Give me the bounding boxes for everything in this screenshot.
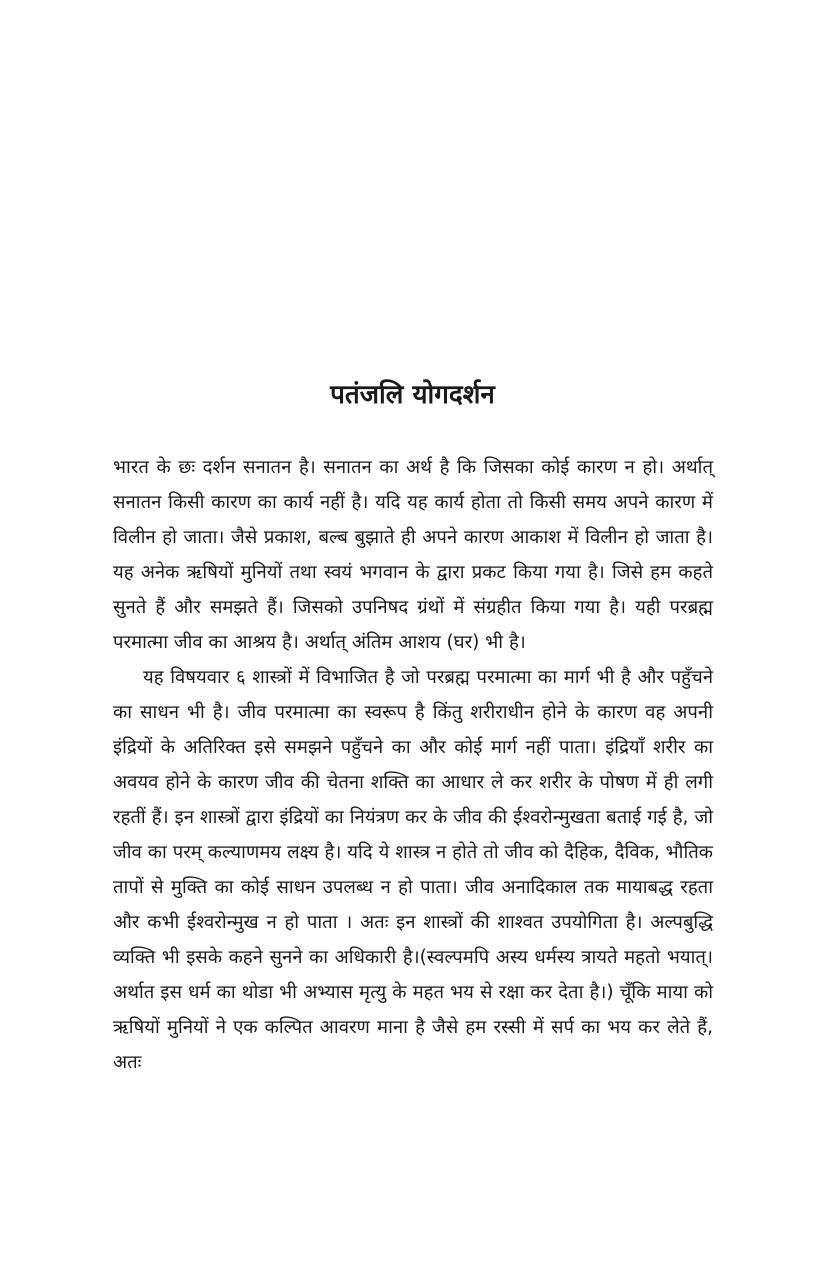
page-title: पतंजलि योगदर्शन	[330, 380, 495, 410]
paragraph-intro: भारत के छः दर्शन सनातन है। सनातन का अर्थ है कि जिसका कोई कारण न हो। अर्थात् सनातन किसी कारण का कार्य नहीं है। यदि यह कार्य होता तो किसी समय अपने कारण में विलीन हो जाता। जैसे प्रकाश, बल्ब बुझाते ही अपने कारण आकाश में विलीन हो जाता है। यह अनेक ऋषियों मुनियों तथा स्वयं भगवान के द्वारा प्रकट किया गया है। जिसे हम कहते सुनते हैं और समझते हैं। जिसको उपनिषद ग्रंथों में संग्रहीत किया गया है। यही परब्रह्म परमात्मा जीव का आश्रय है। अर्थात् अंतिम आशय (घर) भी है।	[113, 457, 713, 653]
body-text	[113, 450, 713, 1080]
paragraph-shastras: यह विषयवार ६ शास्त्रों में विभाजित है जो परब्रह्म परमात्मा का मार्ग भी है और पहुँचने का साधन भी है। जीव परमात्मा का स्वरूप है किंतु शरीराधीन होने के कारण वह अपनी इंद्रियों के अतिरिक्त इसे समझने पहुँचने का और कोई मार्ग नहीं पाता। इंद्रियाँ शरीर का अवयव होने के कारण जीव की चेतना शक्ति का आधार ले कर शरीर के पोषण में ही लगी रहतीं हैं। इन शास्त्रों द्वारा इंद्रियों का नियंत्रण कर के जीव की ईश्वरोन्मुखता बताई गई है, जो जीव का परम् कल्याणमय लक्ष्य है। यदि ये शास्त्र न होते तो जीव को दैहिक, दैविक, भौतिक तापों से मुक्ति का कोई साधन उपलब्ध न हो पाता। जीव अनादिकाल तक मायाबद्ध रहता और कभी ईश्वरोन्मुख न हो पाता । अतः इन शास्त्रों की शाश्वत उपयोगिता है। अल्पबुद्धि व्यक्ति भी इसके कहने सुनने का अधिकारी है।(स्वल्पमपि अस्य धर्मस्य त्रायते महतो भयात्।अर्थात इस धर्म का थोडा भी अभ्यास मृत्यु के महत भय से रक्षा कर देता है।) चूँकि माया को ऋषियों मुनियों ने एक कल्पित आवरण माना है जैसे हम रस्सी में सर्प का भय कर लेते हैं, अतः	[113, 667, 713, 1073]
